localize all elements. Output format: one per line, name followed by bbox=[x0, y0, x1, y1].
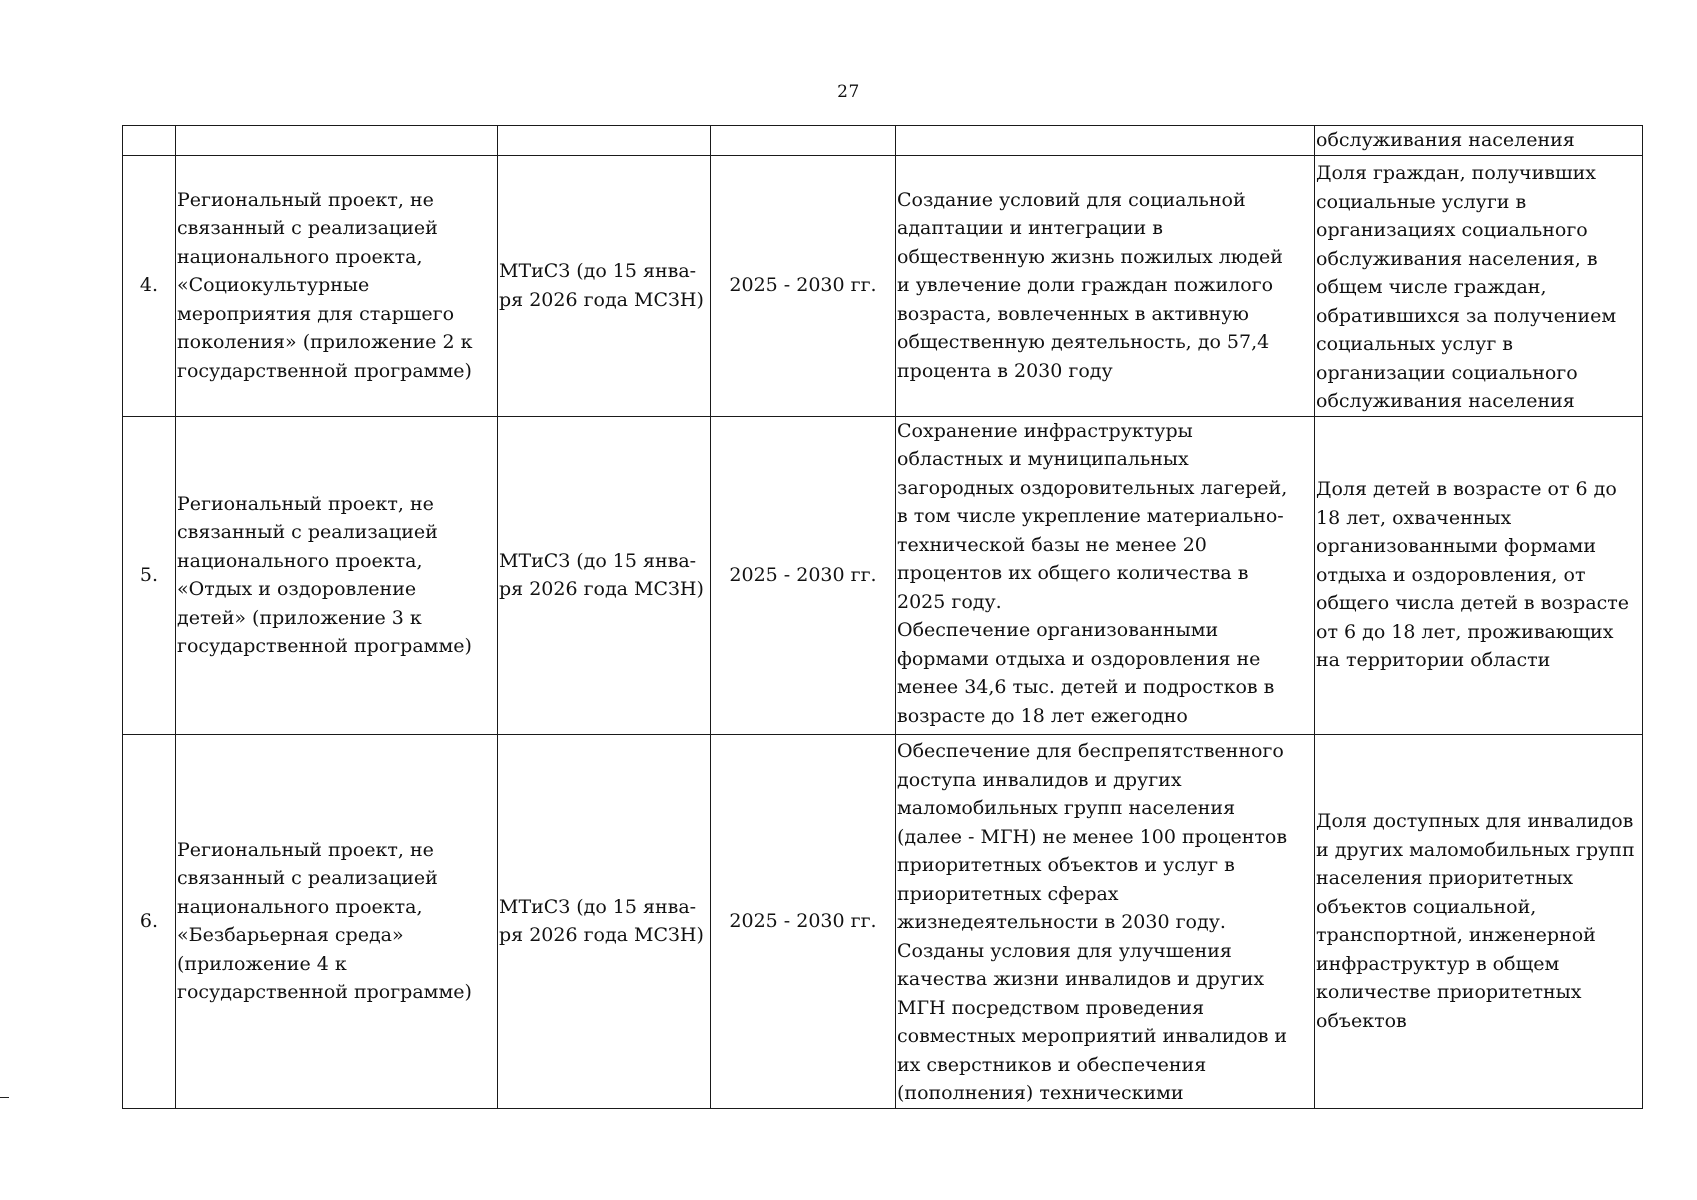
text-line: адаптации и интеграции в bbox=[897, 217, 1163, 240]
text-line: Региональный проект, не bbox=[177, 188, 434, 211]
text-line: связанный с реализацией bbox=[177, 521, 438, 543]
project-task bbox=[896, 416, 1315, 734]
row-number: 6. bbox=[123, 734, 176, 1108]
text-line: менее 34,6 тыс. детей и подростков в bbox=[897, 676, 1275, 698]
text-line: Доля доступных для инвалидов bbox=[1316, 810, 1634, 832]
text-line: и увлечение доли граждан пожилого bbox=[897, 274, 1274, 297]
text-line: обслуживания населения, в bbox=[1316, 247, 1598, 270]
text-line: общего числа детей в возрасте bbox=[1316, 592, 1630, 615]
cell-responsible bbox=[498, 126, 711, 156]
text-line: мероприятия для старшего bbox=[177, 302, 455, 325]
cell-project bbox=[176, 126, 498, 156]
text-line: Обеспечение для беспрепятственного bbox=[897, 740, 1284, 762]
indicator bbox=[1315, 734, 1643, 1108]
text-line: МТиСЗ (до 15 янва- bbox=[499, 549, 697, 572]
page-number: 27 bbox=[837, 82, 860, 102]
text-line: приоритетных объектов и услуг в bbox=[897, 854, 1235, 876]
indicator bbox=[1315, 155, 1643, 416]
text-line: отдыха и оздоровления, от bbox=[1316, 563, 1586, 586]
text-line: объектов социальной, bbox=[1316, 895, 1537, 918]
text-line: процентов их общего количества в bbox=[897, 562, 1249, 584]
text-line: объектов bbox=[1316, 1009, 1407, 1032]
indicator-line: обслуживания населения bbox=[1316, 129, 1575, 151]
text-line: национального проекта, bbox=[177, 549, 423, 572]
text-line: связанный с реализацией bbox=[177, 217, 438, 240]
text-line: транспортной, инженерной bbox=[1316, 924, 1596, 946]
text-line: государственной программе) bbox=[177, 359, 472, 382]
text-line: «Социокультурные bbox=[177, 274, 370, 297]
text-line: ря 2026 года МСЗН) bbox=[499, 288, 704, 311]
text-line: Создание условий для социальной bbox=[897, 188, 1246, 211]
implementation-period: 2025 - 2030 гг. bbox=[711, 416, 896, 734]
project-name bbox=[176, 416, 498, 734]
program-table bbox=[122, 125, 1643, 1109]
cell-period bbox=[711, 126, 896, 156]
text-line: государственной программе) bbox=[177, 635, 472, 657]
text-line: обслуживания населения bbox=[1316, 390, 1575, 412]
text-line: ря 2026 года МСЗН) bbox=[499, 924, 704, 946]
text-line: национального проекта, bbox=[177, 245, 423, 268]
text-line: возраста, вовлеченных в активную bbox=[897, 302, 1249, 325]
text-line: областных и муниципальных bbox=[897, 448, 1189, 470]
text-line: их сверстников и обеспечения bbox=[897, 1053, 1207, 1076]
text-line: 18 лет, охваченных bbox=[1316, 506, 1512, 529]
project-task bbox=[896, 734, 1315, 1108]
text-line: Региональный проект, не bbox=[177, 838, 434, 861]
implementation-period: 2025 - 2030 гг. bbox=[711, 155, 896, 416]
text-line: доступа инвалидов и других bbox=[897, 768, 1182, 791]
text-line: социальные услуги в bbox=[1316, 190, 1527, 213]
project-name bbox=[176, 734, 498, 1108]
text-line: Сохранение инфраструктуры bbox=[897, 419, 1193, 442]
text-line: МГН посредством проведения bbox=[897, 996, 1205, 1019]
text-line: формами отдыха и оздоровления не bbox=[897, 647, 1261, 670]
indicator bbox=[1315, 416, 1643, 734]
text-line: организации социального bbox=[1316, 361, 1578, 384]
text-line: национального проекта, bbox=[177, 895, 423, 918]
text-line: ря 2026 года МСЗН) bbox=[499, 578, 704, 600]
text-line: общественную деятельность, до 57,4 bbox=[897, 331, 1270, 354]
text-line: жизнедеятельности в 2030 году. bbox=[897, 911, 1226, 933]
project-task bbox=[896, 155, 1315, 416]
text-line: социальных услуг в bbox=[1316, 333, 1514, 355]
text-line: технической базы не менее 20 bbox=[897, 533, 1207, 556]
text-line: связанный с реализацией bbox=[177, 867, 438, 889]
table-row bbox=[123, 155, 1643, 416]
text-line: возрасте до 18 лет ежегодно bbox=[897, 704, 1188, 727]
text-line: и других маломобильных групп bbox=[1316, 838, 1635, 861]
cell-task bbox=[896, 126, 1315, 156]
text-line: качества жизни инвалидов и других bbox=[897, 968, 1265, 990]
responsible-executor bbox=[498, 416, 711, 734]
table-row bbox=[123, 734, 1643, 1108]
text-line: количестве приоритетных bbox=[1316, 981, 1582, 1003]
text-line: государственной программе) bbox=[177, 981, 472, 1003]
text-line: общественную жизнь пожилых людей bbox=[897, 245, 1283, 268]
margin-mark bbox=[0, 1097, 9, 1098]
text-line: организованными формами bbox=[1316, 535, 1596, 558]
text-line: (далее - МГН) не менее 100 процентов bbox=[897, 825, 1288, 848]
text-line: загородных оздоровительных лагерей, bbox=[897, 476, 1288, 499]
text-line: «Отдых и оздоровление bbox=[177, 578, 417, 600]
implementation-period: 2025 - 2030 гг. bbox=[711, 734, 896, 1108]
text-line: Обеспечение организованными bbox=[897, 619, 1219, 641]
text-line: Доля детей в возрасте от 6 до bbox=[1316, 478, 1617, 501]
text-line: общем числе граждан, bbox=[1316, 276, 1547, 298]
text-line: поколения» (приложение 2 к bbox=[177, 331, 473, 354]
carryover-row bbox=[123, 126, 1643, 156]
text-line: МТиСЗ (до 15 янва- bbox=[499, 895, 697, 918]
text-line: МТиСЗ (до 15 янва- bbox=[499, 260, 697, 282]
text-line: Созданы условия для улучшения bbox=[897, 939, 1232, 962]
text-line: 2025 году. bbox=[897, 590, 1002, 613]
cell-num bbox=[123, 126, 176, 156]
text-line: детей» (приложение 3 к bbox=[177, 606, 422, 629]
text-line: организациях социального bbox=[1316, 219, 1588, 241]
text-line: обратившихся за получением bbox=[1316, 304, 1617, 327]
text-line: маломобильных групп населения bbox=[897, 797, 1236, 819]
text-line: «Безбарьерная среда» bbox=[177, 924, 404, 946]
text-line: Региональный проект, не bbox=[177, 492, 434, 515]
row-number: 4. bbox=[123, 155, 176, 416]
text-line: населения приоритетных bbox=[1316, 867, 1574, 889]
text-line: на территории области bbox=[1316, 649, 1551, 672]
row-number: 5. bbox=[123, 416, 176, 734]
text-line: от 6 до 18 лет, проживающих bbox=[1316, 620, 1614, 643]
text-line: в том числе укрепление материально- bbox=[897, 505, 1284, 527]
text-line: инфраструктур в общем bbox=[1316, 952, 1560, 975]
text-line: процента в 2030 году bbox=[897, 359, 1113, 382]
cell-indicator bbox=[1315, 126, 1643, 156]
text-line: Доля граждан, получивших bbox=[1316, 162, 1596, 184]
text-line: (приложение 4 к bbox=[177, 952, 347, 975]
responsible-executor bbox=[498, 155, 711, 416]
text-line: (пополнения) техническими bbox=[897, 1082, 1184, 1104]
project-name bbox=[176, 155, 498, 416]
text-line: совместных мероприятий инвалидов и bbox=[897, 1025, 1288, 1047]
table-row bbox=[123, 416, 1643, 734]
text-line: приоритетных сферах bbox=[897, 882, 1119, 905]
responsible-executor bbox=[498, 734, 711, 1108]
